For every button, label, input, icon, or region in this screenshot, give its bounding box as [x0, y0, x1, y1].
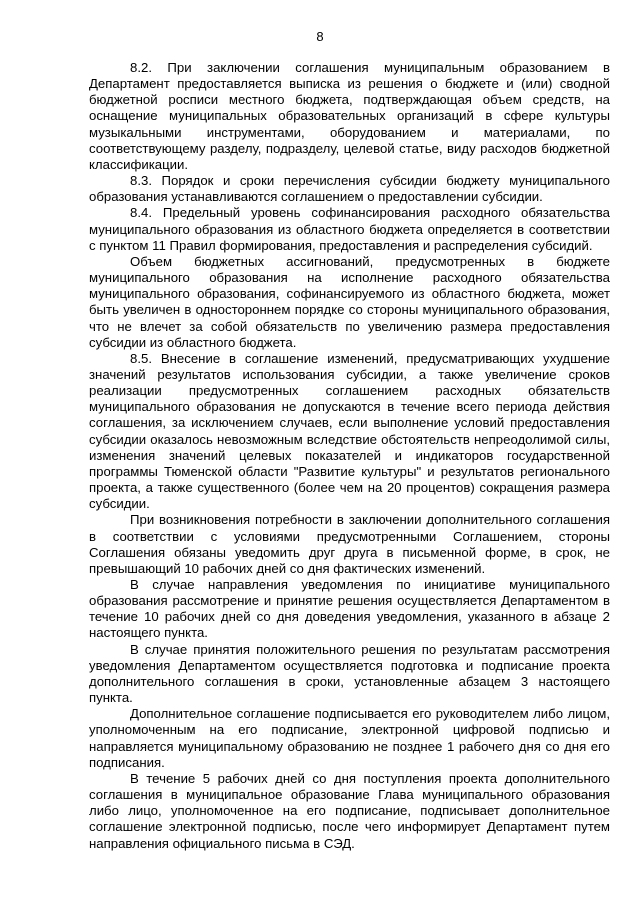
paragraph-8-4: 8.4. Предельный уровень софинансирования расходного обязательства муниципального образования из областного бюджета определяется в соответствии с пунктом 11 Правил формирования, предоставления и распределения субсидий.	[89, 205, 610, 253]
paragraph-budget-volume: Объем бюджетных ассигнований, предусмотренных в бюджете муниципального образования на исполнение расходного обязательства муниципального образования, софинансируемого из областного бюджета, может быть увеличен в одностороннем порядке со стороны муниципального образования, что не влечет за собой обязательств по увеличению размера предоставления субсидии из областного бюджета.	[89, 253, 610, 350]
paragraph-five-days: В течение 5 рабочих дней со дня поступления проекта дополнительного соглашения в муниципальное образование Глава муниципального образования либо лицо, уполномоченное на его подписание, подписывает дополнительное соглашение электронной подписью, после чего информирует Департамент путем направления официального письма в СЭД.	[89, 770, 610, 851]
page-number: 8	[316, 29, 324, 44]
paragraph-8-5: 8.5. Внесение в соглашение изменений, предусматривающих ухудшение значений результатов использования субсидии, а также увеличение сроков реализации предусмотренных соглашением расходных обязательств муниципального образования не допускаются в течение всего периода действия соглашения, за исключением случаев, если выполнение условий предоставления субсидии оказалось невозможным вследствие обстоятельств непреодолимой силы, изменения значений целевых показателей и индикаторов государственной программы Тюменской области "Развитие культуры" и результатов регионального проекта, а также существенного (более чем на 20 процентов) сокращения размера субсидии.	[89, 350, 610, 512]
paragraph-8-3: 8.3. Порядок и сроки перечисления субсидии бюджету муниципального образования устанавливаются соглашением о предоставлении субсидии.	[89, 173, 610, 205]
paragraph-positive-decision: В случае принятия положительного решения по результатам рассмотрения уведомления Департаментом осуществляется подготовка и подписание проекта дополнительного соглашения в сроки, установленные абзацем 3 настоящего пункта.	[89, 641, 610, 706]
document-body	[89, 60, 610, 852]
paragraph-additional-agreement-need: При возникновения потребности в заключении дополнительного соглашения в соответствии с условиями предусмотренными Соглашением, стороны Соглашения обязаны уведомить друг друга в письменной форме, в срок, не превышающий 10 рабочих дней со дня фактических изменений.	[89, 512, 610, 576]
paragraph-signing: Дополнительное соглашение подписывается его руководителем либо лицом, уполномоченным на его подписание, электронной цифровой подписью и направляется муниципальному образованию не позднее 1 рабочего дня со дня его подписания.	[89, 706, 610, 770]
paragraph-8-2: 8.2. При заключении соглашения муниципальным образованием в Департамент предоставляется выписка из решения о бюджете и (или) сводной бюджетной росписи местного бюджета, подтверждающая объем средств, на оснащение муниципальных образовательных организаций в сфере культуры музыкальными инструментами, оборудованием и материалами, по соответствующему разделу, подразделу, целевой статье, виду расходов бюджетной классификации.	[89, 60, 610, 172]
paragraph-notification-initiative: В случае направления уведомления по инициативе муниципального образования рассмотрение и принятие решения осуществляется Департаментом в течение 10 рабочих дней со дня доведения уведомления, указанного в абзаце 2 настоящего пункта.	[89, 577, 610, 641]
